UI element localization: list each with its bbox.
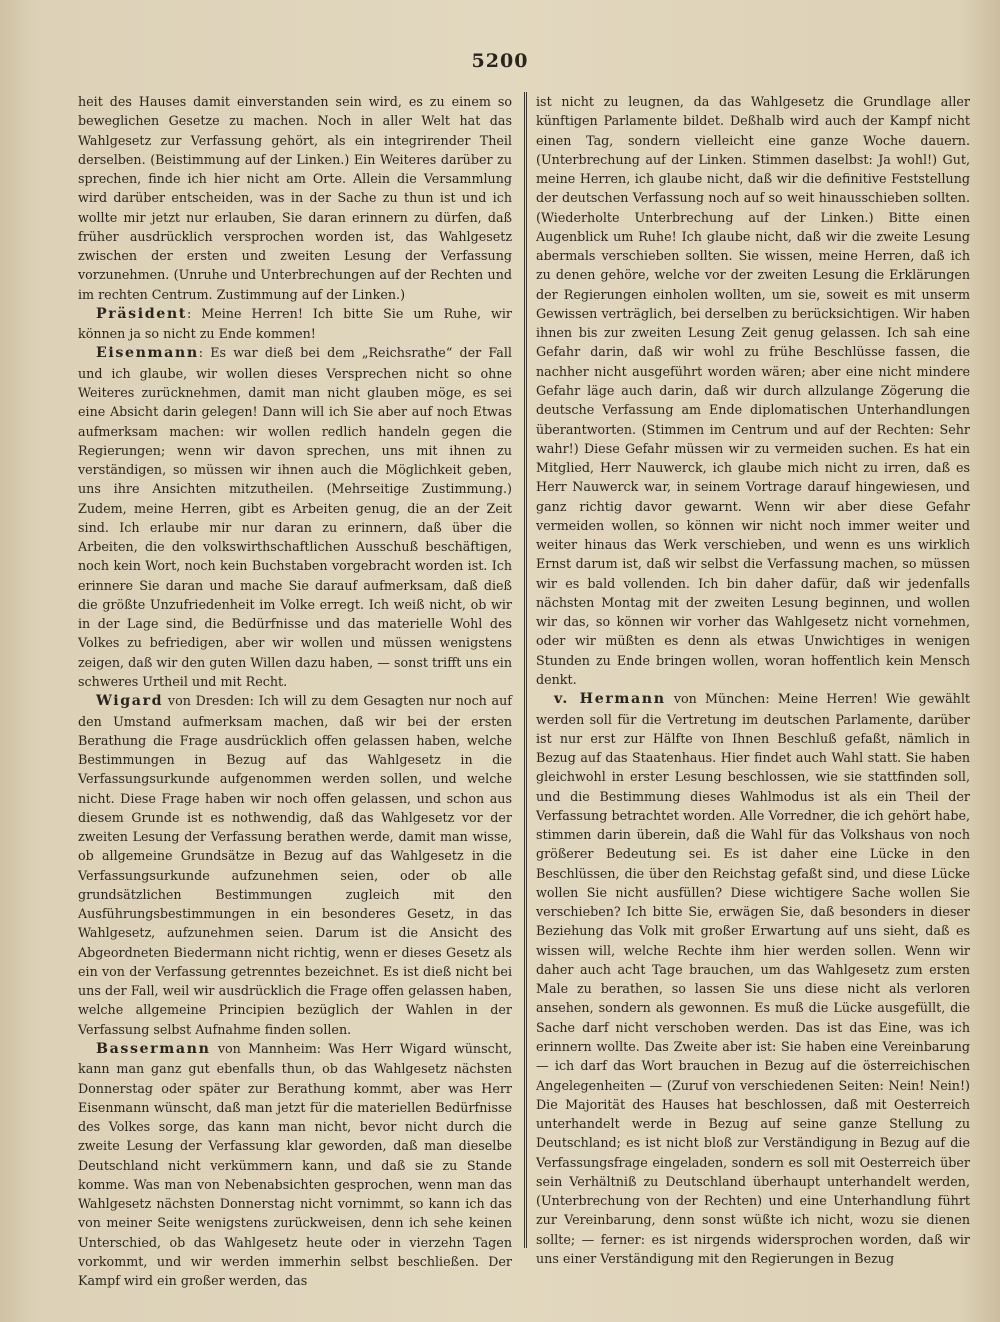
speaker-name: Präsident — [96, 305, 187, 322]
speaker-name: v. Hermann — [554, 691, 666, 708]
left-column — [78, 92, 512, 1289]
speaker-name: Eisenmann — [96, 345, 199, 362]
page-number: 5200 — [471, 50, 529, 72]
right-column — [536, 92, 970, 1266]
paragraph — [78, 691, 512, 1039]
paragraph-text: von Dresden: Ich will zu dem Gesagten nur noch auf den Umstand aufmerksam machen, daß wir bei der ersten Berathung die Frage ausdrücklich offen gelassen haben, welche Bestimmungen in Bezug auf das Wahlgesetz in die Verfassungsurkunde aufgenommen werden sollen, und welche nicht. Diese Frage haben wir noch offen gelassen, und schon aus diesem Grunde ist es nothwendig, daß das Wahlgesetz vor der zweiten Lesung der Verfassung berathen werde, damit man wisse, ob allgemeine Grundsätze in Bezug auf das Wahlgesetz in die Verfassungsurkunde aufzunehmen seien, oder ob alle grundsätzlichen Bestimmungen zugleich mit den Ausführungsbestimmungen in ein besonderes Gesetz, in das Wahlgesetz, aufzunehmen seien. Darum ist die Ansicht des Abgeordneten Biedermann nicht richtig, wenn er dieses Gesetz als ein von der Verfassung getrenntes bezeichnet. Es ist dieß nicht bei uns der Fall, weil wir ausdrücklich die Frage offen gelassen haben, welche allgemeine Principien bezüglich der Wahlen in der Verfassung selbst Aufnahme finden sollen. — [78, 693, 512, 1037]
paragraph — [536, 92, 970, 689]
paragraph — [78, 92, 512, 304]
paragraph-text: von Mannheim: Was Herr Wigard wünscht, kann man ganz gut ebenfalls thun, ob das Wahlgesetz nächsten Donnerstag oder später zur Berathung kommt, aber was Herr Eisenmann wünscht, daß man jetzt für die materiellen Bedürfnisse des Volkes sorge, das kann man nicht, bevor nicht durch die zweite Lesung der Verfassung klar geworden, daß man dieselbe Deutschland nicht verkümmern kann, und daß sie zu Stande komme. Was man von Nebenabsichten gesprochen, wenn man das Wahlgesetz nächsten Donnerstag nicht vornimmt, so kann ich das von meiner Seite wenigstens zurückweisen, denn ich sehe keinen Unterschied, ob das Wahlgesetz heute oder in vierzehn Tagen vorkommt, und wir werden immerhin selbst beschließen. Der Kampf wird ein großer werden, das — [78, 1041, 512, 1289]
paragraph-text: : Meine Herren! Ich bitte Sie um Ruhe, wir können ja so nicht zu Ende kommen! — [78, 305, 512, 342]
paragraph — [78, 1039, 512, 1290]
speaker-name: Bassermann — [96, 1041, 211, 1058]
paragraph — [78, 304, 512, 344]
paragraph — [78, 343, 512, 691]
paragraph-text: heit des Hauses damit einverstanden sein wird, es zu einem so beweglichen Gesetze zu machen. Noch in aller Welt hat das Wahlgesetz zur Verfassung gehört, als ein integrirender Theil derselben. (Beistimmung auf der Linken.) Ein Weiteres darüber zu sprechen, finde ich hier nicht am Orte. Allein die Versammlung wird darüber entscheiden, was in der Sache zu thun ist und ich wollte mir jetzt nur erlauben, Sie daran erinnern zu dürfen, daß früher ausdrücklich versprochen worden ist, das Wahlgesetz zwischen der ersten und zweiten Lesung der Verfassung vorzunehmen. (Unruhe und Unterbrechungen auf der Rechten und im rechten Centrum. Zustimmung auf der Linken.) — [78, 94, 512, 302]
paragraph-text: von München: Meine Herren! Wie gewählt werden soll für die Vertretung im deutschen Parlamente, darüber ist nur erst zur Hälfte von Ihnen Beschluß gefaßt, nämlich in Bezug auf das Staatenhaus. Hier findet auch Wahl statt. Sie haben gleichwohl in erster Lesung beschlossen, wie sie stattfinden soll, und die Bestimmung dieses Wahlmodus ist als ein Theil der Verfassung betrachtet worden. Alle Vorredner, die ich gehört habe, stimmen darin überein, daß die Wahl für das Volkshaus von noch größerer Bedeutung sei. Es ist daher eine Lücke in den Beschlüssen, die über den Reichstag gefaßt sind, und diese Lücke wollen Sie nicht ausfüllen? Diese wichtigere Sache wollen Sie verschieben? Ich bitte Sie, erwägen Sie, daß besonders in dieser Beziehung das Volk mit großer Erwartung auf uns sieht, daß es wissen will, welche Rechte ihm hier werden sollen. Wenn wir daher auch acht Tage brauchen, um das Wahlgesetz zum ersten Male zu berathen, so lassen Sie uns diese nicht als verloren ansehen, sondern als gewonnen. Es muß die Lücke ausgefüllt, die Sache darf nicht verschoben werden. Das ist das Eine, was ich erinnern wollte. Das Zweite aber ist: Sie haben eine Vereinbarung — ich darf das Wort brauchen in Bezug auf die österreichischen Angelegenheiten — (Zuruf von verschiedenen Seiten: Nein! Nein!) Die Majorität des Hauses hat beschlossen, daß mit Oesterreich unterhandelt werde in Bezug auf seine ganze Stellung zu Deutschland; es ist nicht bloß zur Verständigung in Bezug auf die Verfassungsfrage eingeladen, sondern es soll mit Oesterreich über sein Verhältniß zu Deutschland überhaupt unterhandelt werden, (Unterbrechung von der Rechten) und eine Unterhandlung führt zur Vereinbarung, denn sonst wüßte ich nicht, wozu sie dienen sollte; — ferner: es ist nirgends widersprochen worden, daß wir uns einer Verständigung mit den Regierungen in Bezug — [536, 691, 970, 1266]
paragraph — [536, 689, 970, 1268]
paragraph-text: : Es war dieß bei dem „Reichsrathe“ der Fall und ich glaube, wir wollen dieses Versprechen nicht so ohne Weiteres zurücknehmen, damit man nicht glauben möge, es sei eine Absicht darin gelegen! Dann will ich Sie aber auf noch Etwas aufmerksam machen: wir wollen redlich handeln gegen die Regierungen; wenn wir davon sprechen, uns mit ihnen zu verständigen, so müssen wir ihnen auch die Möglichkeit geben, uns ihre Ansichten mitzutheilen. (Mehrseitige Zustimmung.) Zudem, meine Herren, gibt es Arbeiten genug, die an der Zeit sind. Ich erlaube mir nur daran zu erinnern, daß über die Arbeiten, die den volkswirthschaftlichen Ausschuß beschäftigen, noch kein Wort, noch kein Buchstaben vorgebracht worden ist. Ich erinnere Sie daran und mache Sie darauf aufmerksam, daß dieß die größte Unzufriedenheit im Volke erregt. Ich weiß nicht, ob wir in der Lage sind, die Bedürfnisse und das materielle Wohl des Volkes zu befriedigen, aber wir wollen und müssen wenigstens zeigen, daß wir den guten Willen dazu haben, — sonst trifft uns ein schweres Urtheil und mit Recht. — [78, 345, 512, 689]
column-divider — [524, 92, 527, 1248]
speaker-name: Wigard — [96, 693, 164, 710]
paragraph-text: ist nicht zu leugnen, da das Wahlgesetz die Grundlage aller künftigen Parlamente bildet. Deßhalb wird auch der Kampf nicht einen Tag, sondern vielleicht eine ganze Woche dauern. (Unterbrechung auf der Linken. Stimmen daselbst: Ja wohl!) Gut, meine Herren, ich glaube nicht, daß wir die definitive Feststellung der deutschen Verfassung noch auf so weit hinausschieben sollten. (Wiederholte Unterbrechung auf der Linken.) Bitte einen Augenblick um Ruhe! Ich glaube nicht, daß wir die zweite Lesung abermals verschieben sollten. Sie wissen, meine Herren, daß ich zu denen gehöre, welche vor der zweiten Lesung die Erklärungen der Regierungen einholen wollten, um sie, soweit es mit unserm Gewissen verträglich, bei derselben zu berücksichtigen. Wir haben ihnen bis zur zweiten Lesung Zeit genug gelassen. Ich sah eine Gefahr darin, daß wir wohl zu frühe Beschlüsse fassen, die nachher nicht ausgeführt worden wären; aber eine nicht mindere Gefahr läge auch darin, daß wir durch allzulange Zögerung die deutsche Verfassung am Ende diplomatischen Unterhandlungen überantworten. (Stimmen im Centrum und auf der Rechten: Sehr wahr!) Diese Gefahr müssen wir zu vermeiden suchen. Es hat ein Mitglied, Herr Nauwerck, ich glaube mich nicht zu irren, daß es Herr Nauwerck war, in seinem Vortrage darauf hingewiesen, und ganz richtig davor gewarnt. Wenn wir aber diese Gefahr vermeiden wollen, so können wir nicht noch immer weiter und weiter hinaus das Werk verschieben, und wenn es uns wirklich Ernst darum ist, daß wir selbst die Verfassung machen, so müssen wir es bald vollenden. Ich bin daher dafür, daß wir jedenfalls nächsten Montag mit der zweiten Lesung beginnen, und wollen wir das, so können wir vorher das Wahlgesetz nicht vornehmen, oder wir müßten es denn als etwas Unwichtiges in wenigen Stunden zu Ende bringen wollen, woran hoffentlich kein Mensch denkt. — [536, 94, 970, 687]
